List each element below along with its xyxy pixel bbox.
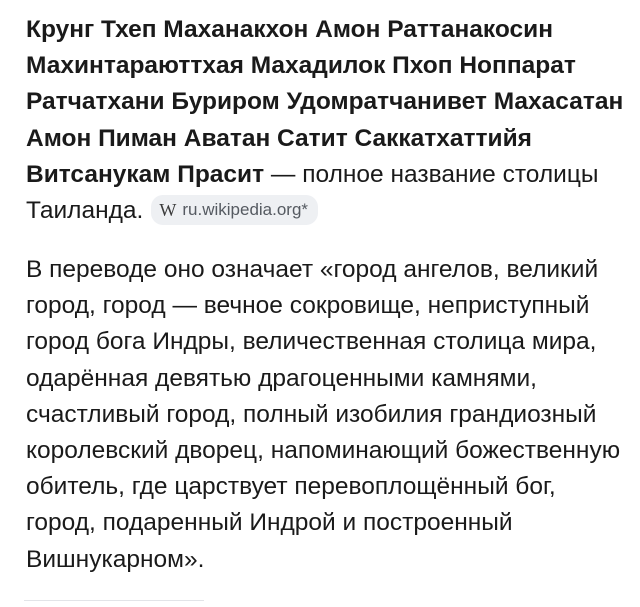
answer-translation: В переводе оно означает «город ангелов, великий город, город — вечное сокровище, неприступный город бога Индры, величественная столица мира, одарённая девятью драгоценными камнями, счастливый город, полный изобилия грандиозный королевский дворец, напоминающий божественную обитель, где царствует перевоплощённый бог, город, подаренный Индрой и построенный Вишнукарном». — [26, 256, 621, 573]
source-link-chip[interactable] — [151, 195, 318, 225]
wikipedia-icon: W — [159, 200, 177, 221]
answer-definition — [26, 12, 626, 230]
definition-text: — полное название столицы Таиланда. — [26, 160, 599, 225]
source-label: ru.wikipedia.org* — [182, 200, 309, 220]
capital-full-name: Крунг Тхеп Маханакхон Амон Раттанакосин Махинтараюттхая Махадилок Пхоп Ноппарат Ратчатхани Буриром Удомратчанивет Махасатан Амон Пиман Аватан Сатит Саккатхаттийя Витсанукам Прасит — [26, 16, 624, 188]
answer-block — [26, 12, 626, 578]
